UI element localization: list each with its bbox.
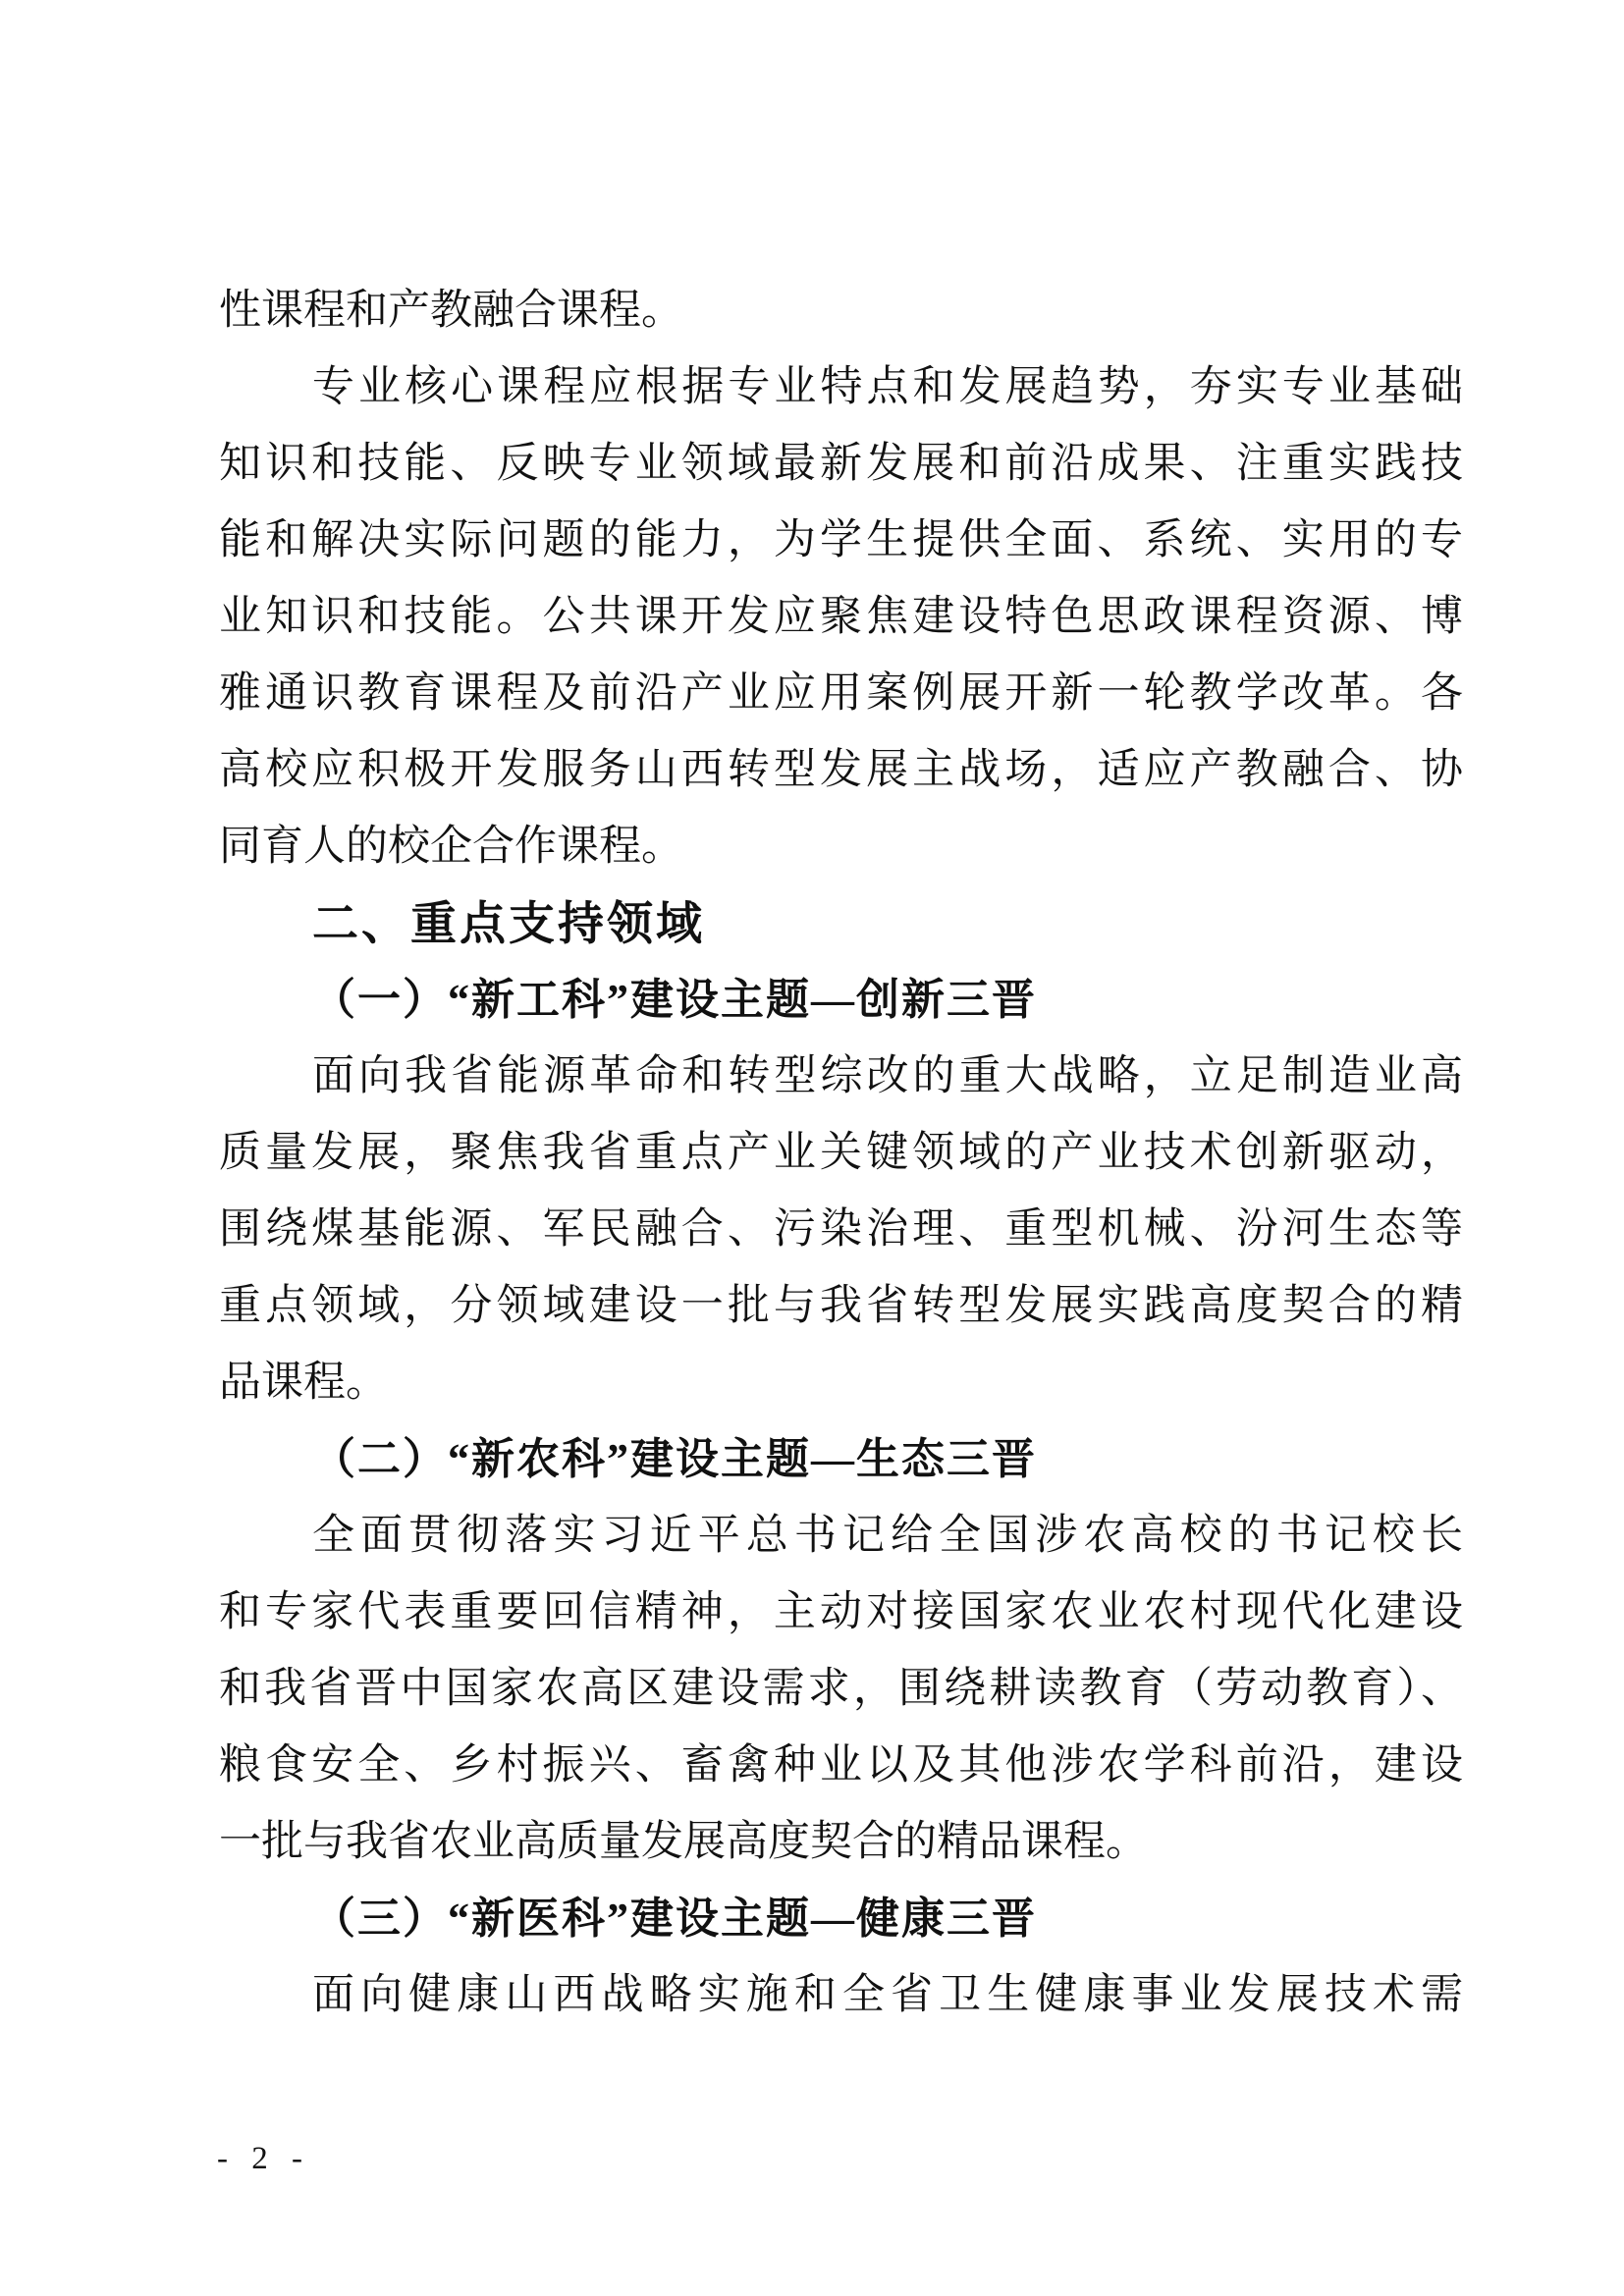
heading-line: 二、重点支持领域: [312, 897, 705, 949]
body-line: 围绕煤基能源、军民融合、污染治理、重型机械、汾河生态等: [219, 1206, 1463, 1253]
body-line: 能和解决实际问题的能力，为学生提供全面、系统、实用的专: [219, 517, 1463, 563]
body-line: 一批与我省农业高质量发展高度契合的精品课程。: [219, 1819, 1148, 1865]
body-line: 品课程。: [219, 1360, 388, 1406]
body-line: 业知识和技能。公共课开发应聚焦建设特色思政课程资源、博: [219, 594, 1463, 640]
body-line: 和专家代表重要回信精神，主动对接国家农业农村现代化建设: [219, 1589, 1463, 1635]
body-line: 雅通识教育课程及前沿产业应用案例展开新一轮教学改革。各: [219, 670, 1463, 717]
subheading-line: （一）“新工科”建设主题—创新三晋: [312, 976, 1037, 1024]
body-line: 同育人的校企合作课程。: [219, 824, 683, 870]
body-line: 面向健康山西战略实施和全省卫生健康事业发展技术需: [312, 1972, 1463, 2018]
body-line: 重点领域，分领域建设一批与我省转型发展实践高度契合的精: [219, 1283, 1463, 1329]
body-line: 全面贯彻落实习近平总书记给全国涉农高校的书记校长: [312, 1513, 1463, 1559]
subheading-line: （二）“新农科”建设主题—生态三晋: [312, 1435, 1037, 1483]
body-line: 专业核心课程应根据专业特点和发展趋势，夯实专业基础: [312, 364, 1463, 410]
body-line: 性课程和产教融合课程。: [219, 288, 683, 334]
body-line: 面向我省能源革命和转型综改的重大战略，立足制造业高: [312, 1053, 1463, 1099]
body-line: 知识和技能、反映专业领域最新发展和前沿成果、注重实践技: [219, 441, 1463, 487]
page-number: - 2 -: [217, 2141, 310, 2176]
body-line: 高校应积极开发服务山西转型发展主战场，适应产教融合、协: [219, 747, 1463, 793]
subheading-line: （三）“新医科”建设主题—健康三晋: [312, 1895, 1037, 1943]
document-text-block: [219, 273, 1463, 2034]
body-line: 和我省晋中国家农高区建设需求，围绕耕读教育（劳动教育）、: [219, 1666, 1463, 1712]
body-line: 质量发展，聚焦我省重点产业关键领域的产业技术创新驱动，: [219, 1130, 1463, 1176]
body-line: 粮食安全、乡村振兴、畜禽种业以及其他涉农学科前沿，建设: [219, 1742, 1463, 1789]
